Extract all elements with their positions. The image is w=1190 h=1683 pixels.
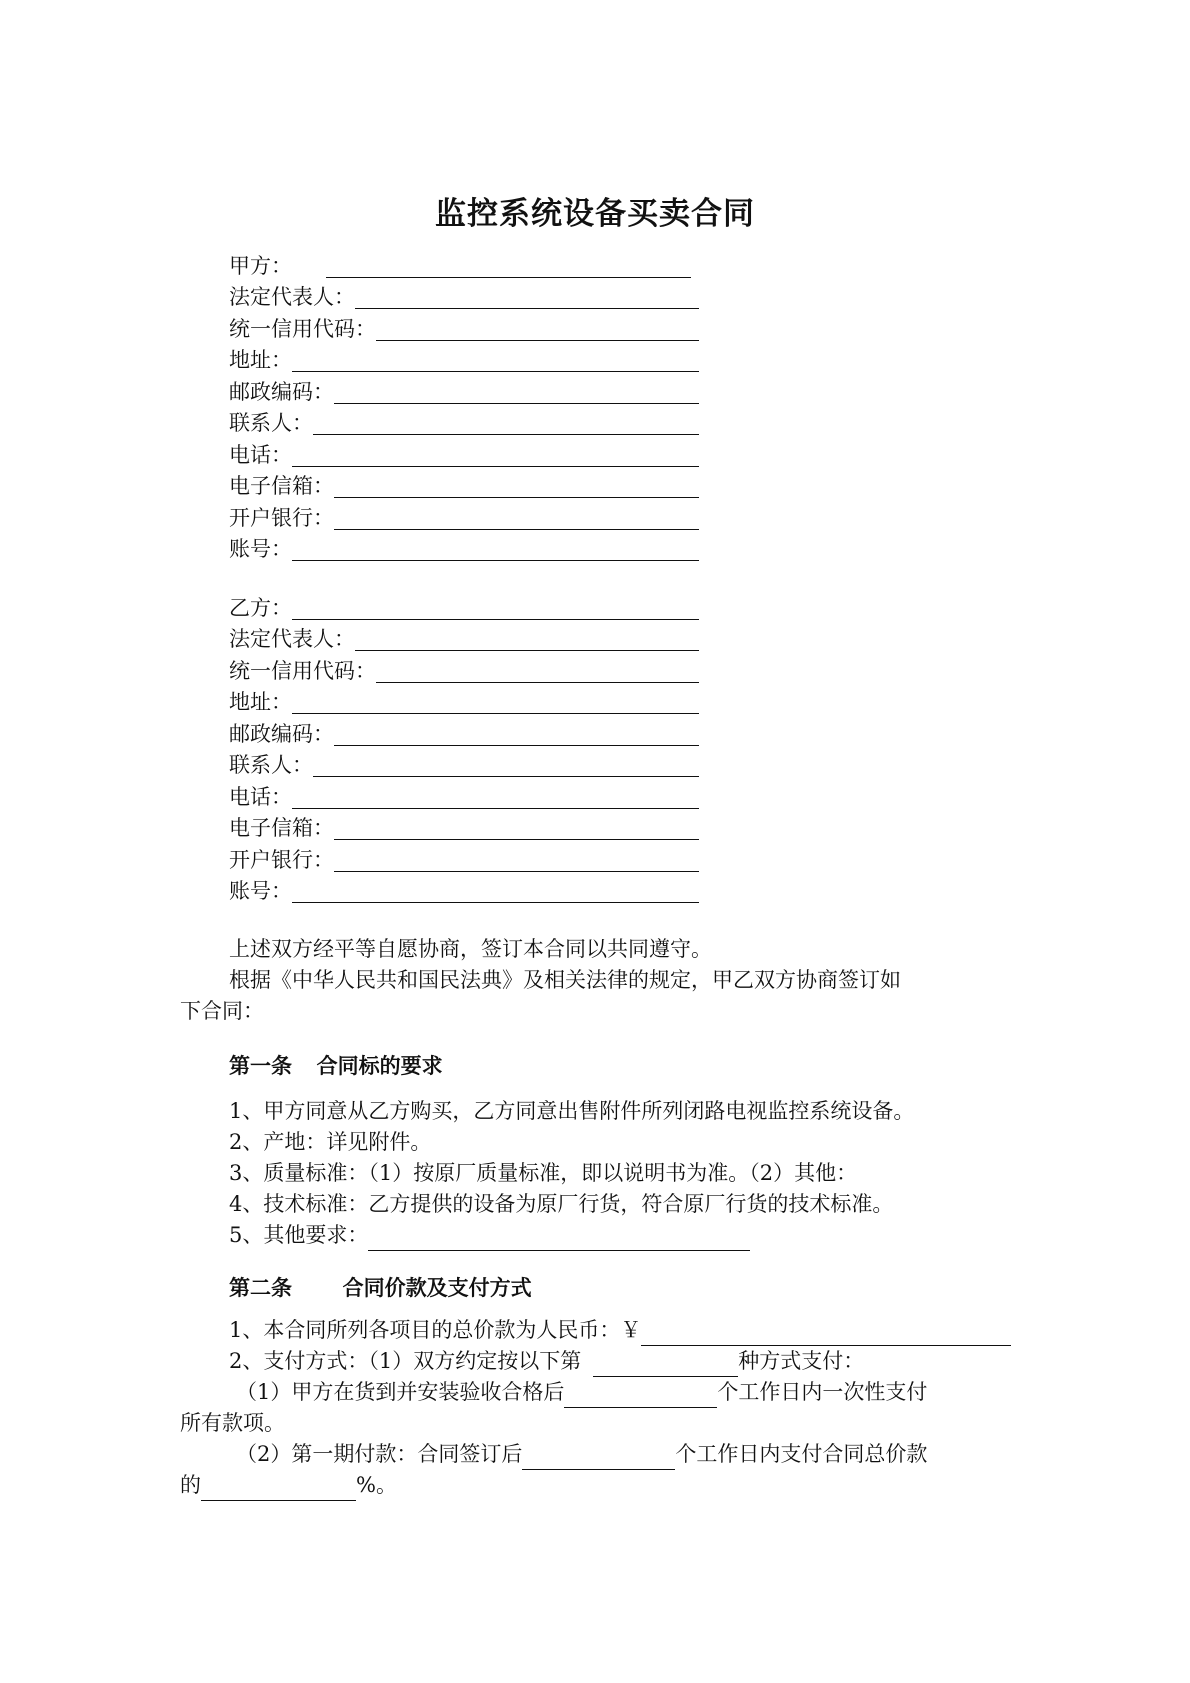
- field-label: 电子信箱：: [229, 474, 334, 498]
- field-label: 邮政编码：: [229, 379, 334, 404]
- fill-blank[interactable]: [334, 509, 699, 530]
- party-a-field: [229, 435, 699, 467]
- fill-blank[interactable]: [334, 725, 699, 746]
- field-label: 法定代表人：: [229, 627, 355, 651]
- option-2-cont-post: %。: [356, 1473, 397, 1497]
- article-2-item-2: [229, 1346, 864, 1377]
- party-b-field: [229, 872, 699, 904]
- article-1-item-2: 2、产地：详见附件。: [229, 1130, 432, 1154]
- fill-blank[interactable]: [334, 383, 699, 404]
- fill-blank[interactable]: [334, 477, 699, 498]
- party-b-field: [229, 714, 699, 746]
- field-label: 邮政编码：: [229, 721, 334, 746]
- field-label: 地址：: [229, 348, 292, 372]
- field-label: 地址：: [229, 690, 292, 714]
- payment-option-1-continued: 所有款项。: [180, 1411, 285, 1435]
- fill-blank[interactable]: [292, 693, 699, 714]
- party-b-field: [229, 746, 699, 778]
- fill-blank[interactable]: [326, 257, 691, 278]
- article-1-title: 合同标的要求: [316, 1054, 443, 1078]
- fill-blank[interactable]: [292, 540, 699, 561]
- field-label: 乙方：: [229, 595, 292, 620]
- fill-blank[interactable]: [292, 351, 699, 372]
- party-a-field: [229, 498, 699, 530]
- article-2-number: 第二条: [229, 1276, 292, 1300]
- field-label: 统一信用代码：: [229, 658, 376, 683]
- field-label: 开户银行：: [229, 505, 334, 530]
- article-1-number: 第一条: [229, 1054, 292, 1078]
- article-1-item-5: [229, 1220, 750, 1251]
- option-1-pre: （1）甲方在货到并安装验收合格后: [236, 1380, 565, 1404]
- option-1-post: 个工作日内一次性支付: [717, 1380, 928, 1404]
- fill-blank[interactable]: [355, 630, 699, 651]
- field-label: 账号：: [229, 537, 292, 561]
- party-b-field: [229, 840, 699, 872]
- article-1-item-4: 4、技术标准：乙方提供的设备为原厂行货，符合原厂行货的技术标准。: [229, 1192, 894, 1216]
- party-a-field: [229, 372, 699, 404]
- option-2-pre: （2）第一期付款：合同签订后: [236, 1442, 523, 1466]
- fill-blank[interactable]: [368, 1228, 750, 1251]
- fill-blank[interactable]: [376, 320, 699, 341]
- document-title: 监控系统设备买卖合同: [435, 196, 755, 232]
- field-label: 账号：: [229, 879, 292, 903]
- article-2-title: 合同价款及支付方式: [342, 1276, 532, 1300]
- field-label: 电话：: [229, 784, 292, 809]
- field-label: 联系人：: [229, 411, 313, 435]
- intro-paragraph-2-line2: 下合同：: [180, 999, 264, 1023]
- item-5-label: 5、其他要求：: [229, 1223, 369, 1247]
- fill-blank[interactable]: [376, 662, 699, 683]
- article-1-heading: [229, 1050, 443, 1080]
- item-1-text: 1、本合同所列各项目的总价款为人民币：￥: [229, 1318, 642, 1342]
- field-label: 电话：: [229, 442, 292, 467]
- fill-blank[interactable]: [292, 599, 699, 620]
- party-a-field: [229, 530, 699, 562]
- fill-blank[interactable]: [522, 1447, 675, 1470]
- option-2-cont-pre: 的: [180, 1473, 201, 1497]
- article-2-item-1: [229, 1315, 1011, 1346]
- fill-blank[interactable]: [292, 882, 699, 903]
- item-2-pre: 2、支付方式：（1）双方约定按以下第: [229, 1349, 582, 1373]
- party-a-section: [229, 246, 699, 561]
- fill-blank[interactable]: [292, 446, 699, 467]
- item-2-post: 种方式支付：: [738, 1349, 865, 1373]
- intro-paragraph-1: 上述双方经平等自愿协商，签订本合同以共同遵守。: [229, 937, 712, 961]
- fill-blank[interactable]: [334, 851, 699, 872]
- field-label: 联系人：: [229, 753, 313, 777]
- party-a-field: [229, 404, 699, 436]
- party-a-field: [229, 467, 699, 499]
- party-b-field: [229, 588, 699, 620]
- payment-option-2-continued: [180, 1470, 397, 1501]
- article-2-heading: [229, 1272, 532, 1302]
- party-b-field: [229, 651, 699, 683]
- fill-blank[interactable]: [641, 1323, 1011, 1346]
- party-b-section: [229, 588, 699, 903]
- party-b-field: [229, 683, 699, 715]
- payment-option-2: [236, 1439, 927, 1470]
- fill-blank[interactable]: [334, 819, 699, 840]
- party-a-field: [229, 278, 699, 310]
- party-b-field: [229, 777, 699, 809]
- article-1-item-1: 1、甲方同意从乙方购买，乙方同意出售附件所列闭路电视监控系统设备。: [229, 1099, 915, 1123]
- fill-blank[interactable]: [292, 788, 699, 809]
- party-a-field: [229, 246, 699, 278]
- field-label: 法定代表人：: [229, 285, 355, 309]
- field-label: 统一信用代码：: [229, 316, 376, 341]
- fill-blank[interactable]: [201, 1478, 356, 1501]
- intro-paragraph-2-line1: 根据《中华人民共和国民法典》及相关法律的规定，甲乙双方协商签订如: [229, 968, 901, 992]
- field-label: 甲方：: [229, 253, 292, 278]
- party-a-field: [229, 309, 699, 341]
- party-a-field: [229, 341, 699, 373]
- field-label: 电子信箱：: [229, 816, 334, 840]
- fill-blank[interactable]: [593, 1354, 738, 1377]
- article-1-item-3: 3、质量标准：（1）按原厂质量标准，即以说明书为准。（2）其他：: [229, 1161, 858, 1185]
- fill-blank[interactable]: [564, 1385, 717, 1408]
- field-label: 开户银行：: [229, 847, 334, 872]
- party-b-field: [229, 620, 699, 652]
- option-2-post: 个工作日内支付合同总价款: [675, 1442, 928, 1466]
- payment-option-1: [236, 1377, 927, 1408]
- party-b-field: [229, 809, 699, 841]
- fill-blank[interactable]: [355, 288, 699, 309]
- fill-blank[interactable]: [313, 756, 699, 777]
- fill-blank[interactable]: [313, 414, 699, 435]
